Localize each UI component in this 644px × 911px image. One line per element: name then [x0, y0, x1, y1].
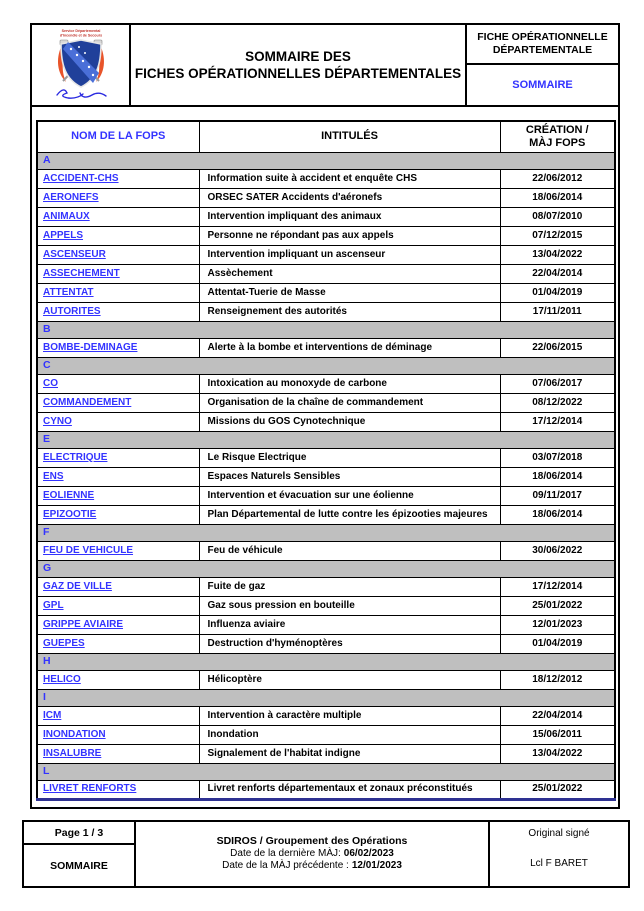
- date-cell: 07/12/2015: [500, 226, 615, 245]
- fops-row: [37, 634, 615, 653]
- fops-row: [37, 541, 615, 560]
- footer-prev-date: Date de la MÀJ précédente : 12/01/2023: [222, 860, 402, 872]
- date-cell: 17/12/2014: [500, 412, 615, 431]
- fops-row: [37, 188, 615, 207]
- fops-row: [37, 670, 615, 689]
- section-letter: G: [37, 560, 615, 577]
- document-title: [131, 25, 467, 105]
- fops-name-cell: [37, 596, 199, 615]
- fops-name-cell: [37, 207, 199, 226]
- fops-link[interactable]: ENS: [43, 470, 64, 482]
- col-header-creation: CRÉATION / MÀJ FOPS: [500, 121, 615, 152]
- intitule-cell: Information suite à accident et enquête CHS: [199, 169, 500, 188]
- doc-name-label: SOMMAIRE: [512, 79, 573, 91]
- fops-row: [37, 706, 615, 725]
- intitule-cell: Destruction d'hyménoptères: [199, 634, 500, 653]
- fops-name-cell: [37, 412, 199, 431]
- fops-name-cell: [37, 169, 199, 188]
- intitule-cell: Gaz sous pression en bouteille: [199, 596, 500, 615]
- intitule-cell: Feu de véhicule: [199, 541, 500, 560]
- fops-link[interactable]: APPELS: [43, 229, 84, 241]
- date-cell: 22/06/2015: [500, 338, 615, 357]
- fops-row: [37, 393, 615, 412]
- logo-caption-2: d'Incendie et de Secours: [59, 33, 102, 38]
- fops-link[interactable]: ACCIDENT-CHS: [43, 172, 119, 184]
- fops-name-cell: [37, 302, 199, 321]
- footer-org: SDIROS / Groupement des Opérations: [216, 835, 408, 848]
- fops-name-cell: [37, 338, 199, 357]
- section-letter: C: [37, 357, 615, 374]
- footer-block: [22, 820, 630, 888]
- fops-link[interactable]: INSALUBRE: [43, 747, 102, 759]
- fops-link[interactable]: COMMANDEMENT: [43, 396, 132, 408]
- fops-row: [37, 467, 615, 486]
- date-cell: 01/04/2019: [500, 634, 615, 653]
- fops-name-cell: [37, 245, 199, 264]
- fops-row: [37, 283, 615, 302]
- fops-link[interactable]: ASSECHEMENT: [43, 267, 120, 279]
- date-cell: 22/06/2012: [500, 169, 615, 188]
- section-row-f: [37, 524, 615, 541]
- col-header-intitules: INTITULÉS: [199, 121, 500, 152]
- signature: [57, 90, 106, 98]
- fops-row: [37, 780, 615, 799]
- fops-row: [37, 505, 615, 524]
- fops-name-cell: [37, 634, 199, 653]
- fops-link[interactable]: ATTENTAT: [43, 286, 94, 298]
- fops-link[interactable]: ASCENSEUR: [43, 248, 106, 260]
- intitule-cell: Intervention impliquant un ascenseur: [199, 245, 500, 264]
- intitule-cell: Intoxication au monoxyde de carbone: [199, 374, 500, 393]
- fops-link[interactable]: LIVRET RENFORTS: [43, 783, 137, 794]
- intitule-cell: Inondation: [199, 725, 500, 744]
- signatory-name: Lcl F BARET: [530, 858, 588, 869]
- fops-row: [37, 744, 615, 763]
- page-number: Page 1 / 3: [24, 822, 134, 845]
- section-row-c: [37, 357, 615, 374]
- fops-row: [37, 207, 615, 226]
- fops-row: [37, 302, 615, 321]
- fops-link[interactable]: GAZ DE VILLE: [43, 580, 112, 592]
- fops-link[interactable]: CYNO: [43, 415, 72, 427]
- fops-name-cell: [37, 615, 199, 634]
- footer-doc-name: SOMMAIRE: [50, 859, 108, 872]
- date-cell: 22/04/2014: [500, 264, 615, 283]
- section-letter: H: [37, 653, 615, 670]
- section-row-a: [37, 152, 615, 169]
- intitule-cell: Fuite de gaz: [199, 577, 500, 596]
- date-cell: 18/06/2014: [500, 467, 615, 486]
- date-cell: 25/01/2022: [500, 780, 615, 799]
- fops-row: [37, 245, 615, 264]
- fops-link[interactable]: FEU DE VEHICULE: [43, 544, 134, 556]
- section-row-b: [37, 321, 615, 338]
- section-row-h: [37, 653, 615, 670]
- title-line-1: SOMMAIRE DES: [245, 49, 351, 64]
- fops-link[interactable]: GRIPPE AVIAIRE: [43, 618, 124, 630]
- section-row-e: [37, 431, 615, 448]
- section-row-i: [37, 689, 615, 706]
- intitule-cell: Le Risque Electrique: [199, 448, 500, 467]
- intitule-cell: Intervention impliquant des animaux: [199, 207, 500, 226]
- section-row-g: [37, 560, 615, 577]
- logo-caption-1: Service Départemental: [61, 29, 100, 33]
- doc-type-label: FICHE OPÉRATIONNELLE DÉPARTEMENTALE: [467, 25, 618, 65]
- footer-maj-date: Date de la dernière MÀJ: 06/02/2023: [230, 847, 394, 859]
- date-cell: 08/07/2010: [500, 207, 615, 226]
- date-cell: 15/06/2011: [500, 725, 615, 744]
- fops-link[interactable]: GUEPES: [43, 637, 85, 649]
- footer-signature: [488, 822, 628, 886]
- date-cell: 09/11/2017: [500, 486, 615, 505]
- fops-row: [37, 577, 615, 596]
- col-header-fops: NOM DE LA FOPS: [37, 121, 199, 152]
- date-cell: 08/12/2022: [500, 393, 615, 412]
- fops-row: [37, 374, 615, 393]
- section-letter: B: [37, 321, 615, 338]
- section-letter: F: [37, 524, 615, 541]
- footer-left: [24, 822, 136, 886]
- fops-name-cell: [37, 264, 199, 283]
- fops-link[interactable]: AUTORITES: [43, 305, 101, 317]
- fops-link[interactable]: BOMBE-DEMINAGE: [43, 341, 138, 353]
- fops-row: [37, 338, 615, 357]
- fops-link[interactable]: ANIMAUX: [43, 210, 90, 222]
- intitule-cell: Plan Départemental de lutte contre les épizooties majeures: [199, 505, 500, 524]
- section-row-l: [37, 763, 615, 780]
- fops-table: [36, 120, 616, 801]
- date-cell: 12/01/2023: [500, 615, 615, 634]
- fops-link[interactable]: INONDATION: [43, 728, 106, 740]
- fops-name-cell: [37, 541, 199, 560]
- fops-name-cell: [37, 188, 199, 207]
- fops-row: [37, 412, 615, 431]
- fops-link[interactable]: EPIZOOTIE: [43, 508, 97, 520]
- intitule-cell: Organisation de la chaîne de commandement: [199, 393, 500, 412]
- fops-name-cell: [37, 393, 199, 412]
- intitule-cell: Attentat-Tuerie de Masse: [199, 283, 500, 302]
- date-cell: 01/04/2019: [500, 283, 615, 302]
- fops-name-cell: [37, 744, 199, 763]
- fops-name-cell: [37, 725, 199, 744]
- date-cell: 17/12/2014: [500, 577, 615, 596]
- date-cell: 18/06/2014: [500, 505, 615, 524]
- fops-name-cell: [37, 486, 199, 505]
- fops-row: [37, 264, 615, 283]
- intitule-cell: Hélicoptère: [199, 670, 500, 689]
- fops-row: [37, 615, 615, 634]
- fops-link[interactable]: CO: [43, 377, 58, 389]
- intitule-cell: Signalement de l'habitat indigne: [199, 744, 500, 763]
- fops-name-cell: [37, 670, 199, 689]
- intitule-cell: ORSEC SATER Accidents d'aéronefs: [199, 188, 500, 207]
- page-frame: [30, 23, 620, 809]
- date-cell: 13/04/2022: [500, 245, 615, 264]
- document-header: [32, 25, 618, 107]
- fops-link[interactable]: ELECTRIQUE: [43, 451, 108, 463]
- document-page: [30, 23, 620, 872]
- intitule-cell: Personne ne répondant pas aux appels: [199, 226, 500, 245]
- sdis-crest-logo: [49, 27, 113, 103]
- fops-name-cell: [37, 448, 199, 467]
- fops-row: [37, 486, 615, 505]
- date-cell: 13/04/2022: [500, 744, 615, 763]
- fops-name-cell: [37, 577, 199, 596]
- date-cell: 03/07/2018: [500, 448, 615, 467]
- logo-cell: [32, 25, 131, 105]
- original-signed-label: Original signé: [528, 828, 590, 839]
- footer-center: [136, 822, 488, 886]
- fops-row: [37, 725, 615, 744]
- table-area: [32, 107, 618, 807]
- intitule-cell: Assèchement: [199, 264, 500, 283]
- intitule-cell: Missions du GOS Cynotechnique: [199, 412, 500, 431]
- date-cell: 07/06/2017: [500, 374, 615, 393]
- section-letter: E: [37, 431, 615, 448]
- fops-name-cell: [37, 374, 199, 393]
- table-header-row: [37, 121, 615, 152]
- section-letter: I: [37, 689, 615, 706]
- fops-name-cell: [37, 706, 199, 725]
- doc-id-box: [467, 25, 618, 105]
- section-letter: A: [37, 152, 615, 169]
- date-cell: 22/04/2014: [500, 706, 615, 725]
- fops-link[interactable]: EOLIENNE: [43, 489, 95, 501]
- fops-link[interactable]: HELICO: [43, 673, 81, 685]
- fops-link[interactable]: ICM: [43, 709, 62, 721]
- fops-row: [37, 448, 615, 467]
- date-cell: 17/11/2011: [500, 302, 615, 321]
- title-line-2: FICHES OPÉRATIONNELLES DÉPARTEMENTALES: [134, 66, 462, 81]
- fops-name-cell: [37, 226, 199, 245]
- fops-name-cell: [37, 467, 199, 486]
- fops-link[interactable]: AERONEFS: [43, 191, 99, 203]
- fops-name-cell: [37, 505, 199, 524]
- intitule-cell: Intervention et évacuation sur une éolienne: [199, 486, 500, 505]
- intitule-cell: Influenza aviaire: [199, 615, 500, 634]
- fops-name-cell: [37, 780, 199, 799]
- intitule-cell: Alerte à la bombe et interventions de déminage: [199, 338, 500, 357]
- date-cell: 25/01/2022: [500, 596, 615, 615]
- fops-name-cell: [37, 283, 199, 302]
- section-letter: L: [37, 763, 615, 780]
- intitule-cell: Intervention à caractère multiple: [199, 706, 500, 725]
- intitule-cell: Renseignement des autorités: [199, 302, 500, 321]
- fops-row: [37, 169, 615, 188]
- fops-link[interactable]: GPL: [43, 599, 64, 611]
- intitule-cell: Livret renforts départementaux et zonaux préconstitués: [199, 780, 500, 799]
- fops-row: [37, 596, 615, 615]
- fops-row: [37, 226, 615, 245]
- date-cell: 30/06/2022: [500, 541, 615, 560]
- date-cell: 18/12/2012: [500, 670, 615, 689]
- date-cell: 18/06/2014: [500, 188, 615, 207]
- intitule-cell: Espaces Naturels Sensibles: [199, 467, 500, 486]
